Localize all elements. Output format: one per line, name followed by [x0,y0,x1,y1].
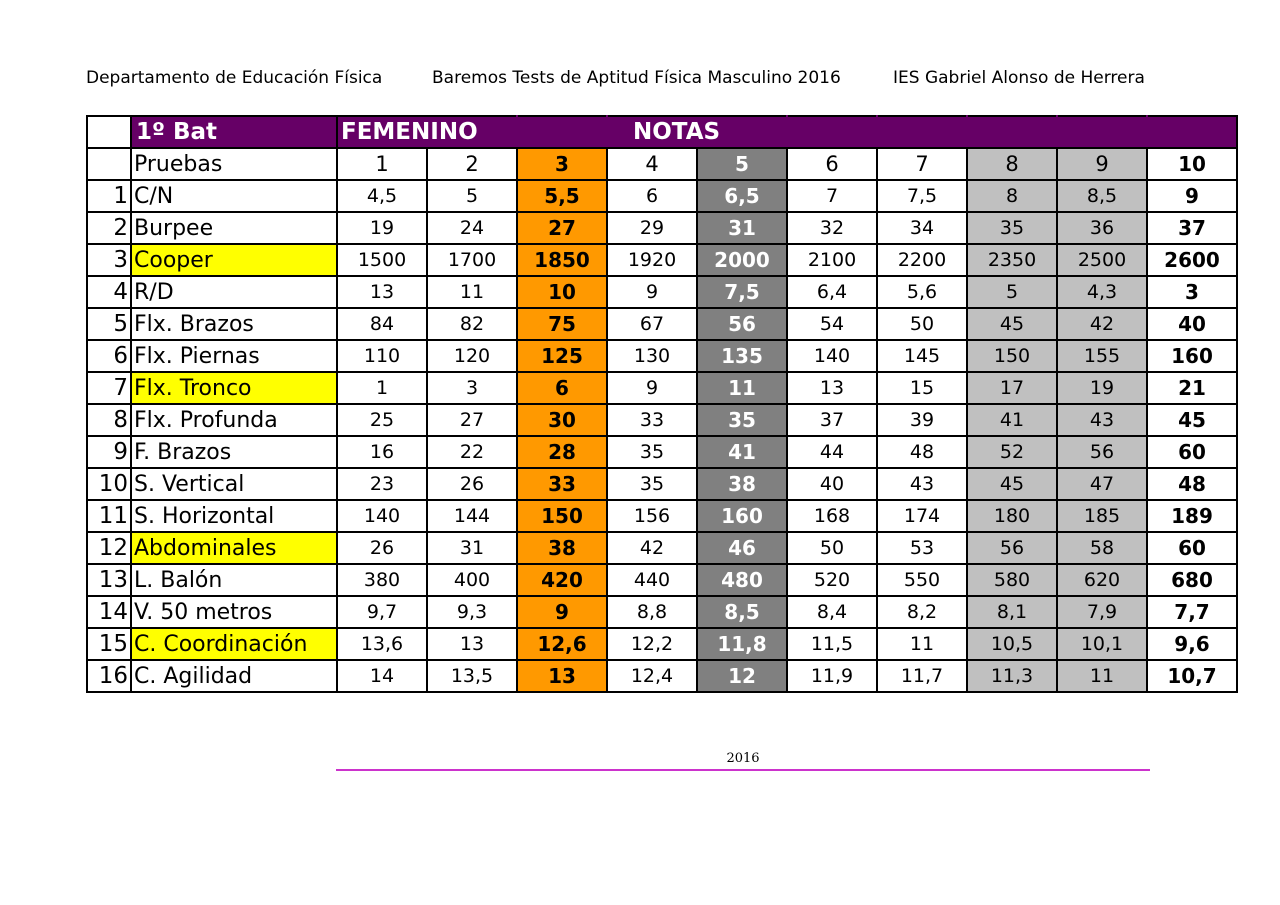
header-school: IES Gabriel Alonso de Herrera [893,68,1145,88]
score-cell-grade-10: 680 [1147,564,1237,596]
score-cell-grade-6: 8,4 [787,596,877,628]
score-cell-grade-5: 35 [697,404,787,436]
test-number: 14 [87,596,131,628]
score-cell-grade-6: 11,5 [787,628,877,660]
score-cell-grade-1: 13,6 [337,628,427,660]
header-document-title: Baremos Tests de Aptitud Física Masculino 2016 [432,68,841,88]
score-cell-grade-5: 31 [697,212,787,244]
test-name: L. Balón [131,564,337,596]
footer-year: 2016 [726,751,760,766]
table-title-row [87,116,1237,148]
score-cell-grade-1: 25 [337,404,427,436]
score-cell-grade-8: 10,5 [967,628,1057,660]
score-cell-grade-6: 2100 [787,244,877,276]
score-cell-grade-5: 160 [697,500,787,532]
score-cell-grade-5: 8,5 [697,596,787,628]
score-cell-grade-3: 38 [517,532,607,564]
score-cell-grade-1: 140 [337,500,427,532]
score-cell-grade-7: 50 [877,308,967,340]
test-row [87,596,1237,628]
grade-header-10: 10 [1147,148,1237,180]
score-cell-grade-10: 37 [1147,212,1237,244]
score-cell-grade-7: 5,6 [877,276,967,308]
score-cell-grade-7: 8,2 [877,596,967,628]
score-cell-grade-6: 37 [787,404,877,436]
test-row [87,308,1237,340]
corner-cell [87,116,131,148]
score-cell-grade-9: 58 [1057,532,1147,564]
title-spacer [1057,116,1147,148]
test-name: Flx. Tronco [131,372,337,404]
score-cell-grade-4: 35 [607,436,697,468]
score-cell-grade-3: 33 [517,468,607,500]
score-cell-grade-1: 19 [337,212,427,244]
test-row [87,276,1237,308]
score-cell-grade-9: 4,3 [1057,276,1147,308]
score-cell-grade-1: 110 [337,340,427,372]
test-number: 6 [87,340,131,372]
score-cell-grade-5: 7,5 [697,276,787,308]
score-cell-grade-10: 7,7 [1147,596,1237,628]
test-number: 15 [87,628,131,660]
score-cell-grade-9: 8,5 [1057,180,1147,212]
score-cell-grade-9: 2500 [1057,244,1147,276]
score-cell-grade-8: 17 [967,372,1057,404]
score-cell-grade-8: 11,3 [967,660,1057,692]
score-cell-grade-3: 1850 [517,244,607,276]
score-cell-grade-6: 168 [787,500,877,532]
test-name: S. Vertical [131,468,337,500]
score-cell-grade-10: 2600 [1147,244,1237,276]
page-header [86,68,1246,94]
test-number: 3 [87,244,131,276]
score-cell-grade-5: 11,8 [697,628,787,660]
score-cell-grade-8: 5 [967,276,1057,308]
test-row [87,372,1237,404]
score-cell-grade-2: 144 [427,500,517,532]
score-cell-grade-7: 53 [877,532,967,564]
test-row [87,500,1237,532]
score-cell-grade-2: 82 [427,308,517,340]
score-cell-grade-4: 35 [607,468,697,500]
score-cell-grade-1: 84 [337,308,427,340]
score-cell-grade-1: 1 [337,372,427,404]
title-spacer [787,116,877,148]
score-cell-grade-2: 400 [427,564,517,596]
test-name: V. 50 metros [131,596,337,628]
test-number: 16 [87,660,131,692]
score-cell-grade-8: 45 [967,308,1057,340]
grade-header-4: 4 [607,148,697,180]
score-cell-grade-9: 56 [1057,436,1147,468]
score-cell-grade-1: 4,5 [337,180,427,212]
test-name: F. Brazos [131,436,337,468]
grade-header-row [87,148,1237,180]
score-cell-grade-5: 38 [697,468,787,500]
score-cell-grade-8: 56 [967,532,1057,564]
score-cell-grade-2: 13,5 [427,660,517,692]
score-cell-grade-2: 31 [427,532,517,564]
score-cell-grade-10: 9 [1147,180,1237,212]
score-cell-grade-2: 27 [427,404,517,436]
course-label: 1º Bat [131,116,337,148]
score-cell-grade-9: 620 [1057,564,1147,596]
score-cell-grade-7: 15 [877,372,967,404]
title-spacer [967,116,1057,148]
score-cell-grade-1: 16 [337,436,427,468]
score-cell-grade-6: 140 [787,340,877,372]
test-row [87,340,1237,372]
score-cell-grade-10: 48 [1147,468,1237,500]
test-row [87,628,1237,660]
score-cell-grade-4: 42 [607,532,697,564]
score-cell-grade-2: 5 [427,180,517,212]
score-cell-grade-4: 33 [607,404,697,436]
test-number: 11 [87,500,131,532]
score-cell-grade-9: 43 [1057,404,1147,436]
score-cell-grade-9: 36 [1057,212,1147,244]
score-cell-grade-6: 13 [787,372,877,404]
footer-rule [336,769,1150,771]
score-cell-grade-2: 26 [427,468,517,500]
score-cell-grade-7: 11 [877,628,967,660]
test-number: 12 [87,532,131,564]
score-cell-grade-3: 9 [517,596,607,628]
score-cell-grade-1: 380 [337,564,427,596]
test-number: 4 [87,276,131,308]
score-cell-grade-5: 6,5 [697,180,787,212]
score-cell-grade-7: 34 [877,212,967,244]
score-cell-grade-4: 9 [607,276,697,308]
grade-header-7: 7 [877,148,967,180]
grade-header-2: 2 [427,148,517,180]
score-cell-grade-6: 7 [787,180,877,212]
test-name: S. Horizontal [131,500,337,532]
title-spacer [877,116,967,148]
score-cell-grade-10: 21 [1147,372,1237,404]
score-cell-grade-10: 60 [1147,436,1237,468]
grade-header-8: 8 [967,148,1057,180]
score-cell-grade-2: 13 [427,628,517,660]
test-number: 9 [87,436,131,468]
score-cell-grade-7: 48 [877,436,967,468]
score-cell-grade-8: 8 [967,180,1057,212]
score-cell-grade-4: 9 [607,372,697,404]
score-cell-grade-5: 11 [697,372,787,404]
gender-label: FEMENINO [337,116,517,148]
score-cell-grade-2: 9,3 [427,596,517,628]
score-cell-grade-5: 56 [697,308,787,340]
test-name: C/N [131,180,337,212]
title-spacer [1147,116,1237,148]
score-cell-grade-7: 11,7 [877,660,967,692]
score-cell-grade-9: 10,1 [1057,628,1147,660]
score-cell-grade-6: 54 [787,308,877,340]
score-cell-grade-1: 1500 [337,244,427,276]
score-cell-grade-9: 11 [1057,660,1147,692]
score-cell-grade-4: 440 [607,564,697,596]
score-cell-grade-7: 550 [877,564,967,596]
score-cell-grade-8: 41 [967,404,1057,436]
title-spacer [517,116,607,148]
header-department: Departamento de Educación Física [86,68,383,88]
score-cell-grade-1: 14 [337,660,427,692]
score-cell-grade-9: 185 [1057,500,1147,532]
score-cell-grade-7: 39 [877,404,967,436]
score-cell-grade-2: 22 [427,436,517,468]
score-cell-grade-8: 8,1 [967,596,1057,628]
grade-header-5: 5 [697,148,787,180]
score-cell-grade-5: 2000 [697,244,787,276]
test-number: 8 [87,404,131,436]
test-row [87,244,1237,276]
score-cell-grade-8: 52 [967,436,1057,468]
score-cell-grade-2: 120 [427,340,517,372]
score-cell-grade-5: 41 [697,436,787,468]
test-name: C. Agilidad [131,660,337,692]
score-cell-grade-2: 1700 [427,244,517,276]
score-cell-grade-7: 43 [877,468,967,500]
score-cell-grade-8: 580 [967,564,1057,596]
score-cell-grade-6: 40 [787,468,877,500]
grade-header-corner [87,148,131,180]
score-cell-grade-1: 23 [337,468,427,500]
baremo-table-body [87,116,1237,692]
score-cell-grade-5: 480 [697,564,787,596]
score-cell-grade-3: 5,5 [517,180,607,212]
score-cell-grade-9: 47 [1057,468,1147,500]
score-cell-grade-4: 29 [607,212,697,244]
score-cell-grade-5: 12 [697,660,787,692]
score-cell-grade-1: 9,7 [337,596,427,628]
test-name: Flx. Brazos [131,308,337,340]
score-cell-grade-3: 28 [517,436,607,468]
grade-header-6: 6 [787,148,877,180]
test-row [87,180,1237,212]
score-cell-grade-3: 27 [517,212,607,244]
test-number: 10 [87,468,131,500]
score-cell-grade-10: 45 [1147,404,1237,436]
score-cell-grade-3: 150 [517,500,607,532]
score-cell-grade-4: 130 [607,340,697,372]
score-cell-grade-3: 75 [517,308,607,340]
score-cell-grade-3: 10 [517,276,607,308]
score-cell-grade-6: 50 [787,532,877,564]
score-cell-grade-10: 3 [1147,276,1237,308]
score-cell-grade-4: 12,2 [607,628,697,660]
score-cell-grade-9: 19 [1057,372,1147,404]
test-number: 13 [87,564,131,596]
score-cell-grade-10: 189 [1147,500,1237,532]
score-cell-grade-4: 6 [607,180,697,212]
score-cell-grade-3: 12,6 [517,628,607,660]
test-name: Cooper [131,244,337,276]
score-cell-grade-7: 7,5 [877,180,967,212]
score-cell-grade-10: 60 [1147,532,1237,564]
score-cell-grade-7: 174 [877,500,967,532]
score-cell-grade-10: 9,6 [1147,628,1237,660]
score-cell-grade-4: 67 [607,308,697,340]
pruebas-label: Pruebas [131,148,337,180]
test-row [87,660,1237,692]
score-cell-grade-2: 11 [427,276,517,308]
score-cell-grade-8: 150 [967,340,1057,372]
score-cell-grade-4: 1920 [607,244,697,276]
score-cell-grade-8: 45 [967,468,1057,500]
score-cell-grade-4: 12,4 [607,660,697,692]
test-name: R/D [131,276,337,308]
test-number: 5 [87,308,131,340]
test-row [87,212,1237,244]
score-cell-grade-10: 160 [1147,340,1237,372]
score-cell-grade-4: 156 [607,500,697,532]
score-cell-grade-8: 35 [967,212,1057,244]
test-row [87,564,1237,596]
score-cell-grade-8: 2350 [967,244,1057,276]
score-cell-grade-2: 24 [427,212,517,244]
grade-header-9: 9 [1057,148,1147,180]
test-row [87,532,1237,564]
score-cell-grade-8: 180 [967,500,1057,532]
score-cell-grade-3: 125 [517,340,607,372]
score-cell-grade-6: 44 [787,436,877,468]
score-cell-grade-5: 135 [697,340,787,372]
grade-header-1: 1 [337,148,427,180]
score-cell-grade-7: 145 [877,340,967,372]
score-cell-grade-6: 32 [787,212,877,244]
test-row [87,404,1237,436]
score-cell-grade-3: 13 [517,660,607,692]
score-cell-grade-6: 520 [787,564,877,596]
score-cell-grade-10: 10,7 [1147,660,1237,692]
grade-header-3: 3 [517,148,607,180]
test-name: Flx. Piernas [131,340,337,372]
notas-label: NOTAS [607,116,787,148]
test-name: Abdominales [131,532,337,564]
test-number: 1 [87,180,131,212]
score-cell-grade-7: 2200 [877,244,967,276]
test-name: Burpee [131,212,337,244]
score-cell-grade-5: 46 [697,532,787,564]
score-cell-grade-3: 420 [517,564,607,596]
score-cell-grade-1: 13 [337,276,427,308]
score-cell-grade-3: 30 [517,404,607,436]
score-cell-grade-3: 6 [517,372,607,404]
score-cell-grade-10: 40 [1147,308,1237,340]
score-cell-grade-4: 8,8 [607,596,697,628]
score-cell-grade-9: 7,9 [1057,596,1147,628]
test-number: 2 [87,212,131,244]
test-row [87,436,1237,468]
score-cell-grade-6: 6,4 [787,276,877,308]
score-cell-grade-9: 155 [1057,340,1147,372]
test-number: 7 [87,372,131,404]
test-row [87,468,1237,500]
score-cell-grade-9: 42 [1057,308,1147,340]
baremo-table [86,115,1238,693]
score-cell-grade-1: 26 [337,532,427,564]
test-name: Flx. Profunda [131,404,337,436]
test-name: C. Coordinación [131,628,337,660]
score-cell-grade-6: 11,9 [787,660,877,692]
score-cell-grade-2: 3 [427,372,517,404]
